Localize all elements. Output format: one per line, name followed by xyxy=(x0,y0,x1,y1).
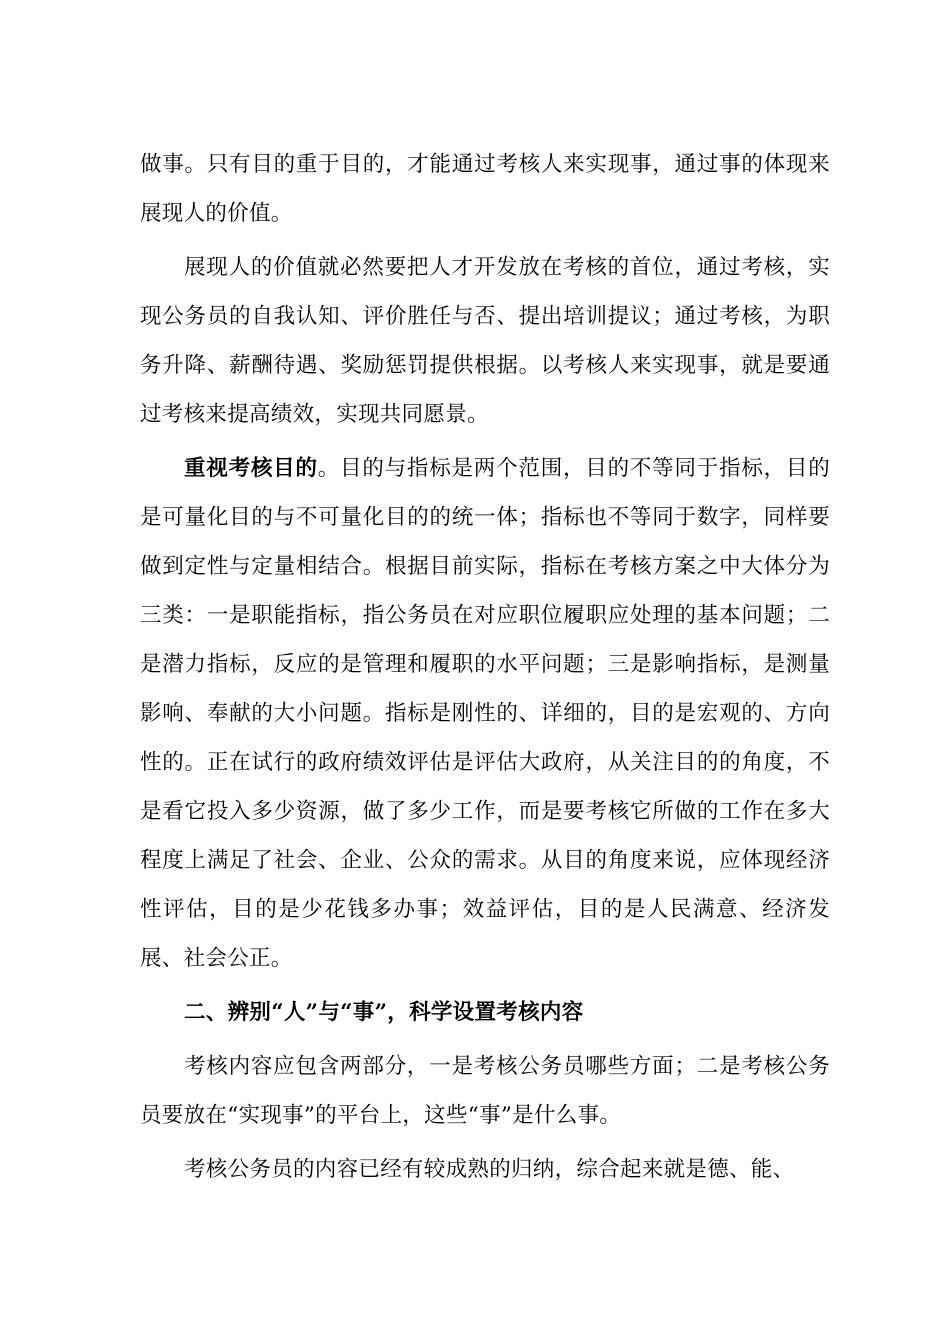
paragraph-4: 考核内容应包含两部分，一是考核公务员哪些方面；二是考核公务员要放在“实现事”的平台上，这些“事”是什么事。 xyxy=(140,1054,830,1128)
paragraph-2: 展现人的价值就必然要把人才开发放在考核的首位，通过考核，实现公务员的自我认知、评价胜任与否、提出培训提议；通过考核，为职务升降、薪酬待遇、奖励惩罚提供根据。以考核人来实现事，就是要通过考核来提高绩效，实现共同愿景。 xyxy=(140,255,830,427)
paragraph-3-heading: 重视考核目的 xyxy=(184,456,318,481)
paragraph-3-body: 。目的与指标是两个范围，目的不等同于指标，目的是可量化目的与不可量化目的的统一体；指标也不等同于数字，同样要做到定性与定量相结合。根据目前实际，指标在考核方案之中大体分为三类：一是职能指标，指公务员在对应职位履职应处理的基本问题；二是潜力指标，反应的是管理和履职的水平问题；三是影响指标，是测量影响、奉献的大小问题。指标是刚性的、详细的，目的是宏观的、方向性的。正在试行的政府绩效评估是评估大政府，从关注目的的角度，不是看它投入多少资源，做了多少工作，而是要考核它所做的工作在多大程度上满足了社会、企业、公众的需求。从目的角度来说，应体现经济性评估，目的是少花钱多办事；效益评估，目的是人民满意、经济发展、社会公正。 xyxy=(140,456,830,971)
paragraph-1: 做事。只有目的重于目的，才能通过考核人来实现事，通过事的体现来展现人的价值。 xyxy=(140,152,830,226)
paragraph-3 xyxy=(140,444,830,983)
section-heading: 二、辨别“人”与“事”，科学设置考核内容 xyxy=(184,1000,584,1025)
paragraph-5: 考核公务员的内容已经有较成熟的归纳，综合起来就是德、能、 xyxy=(184,1157,795,1182)
